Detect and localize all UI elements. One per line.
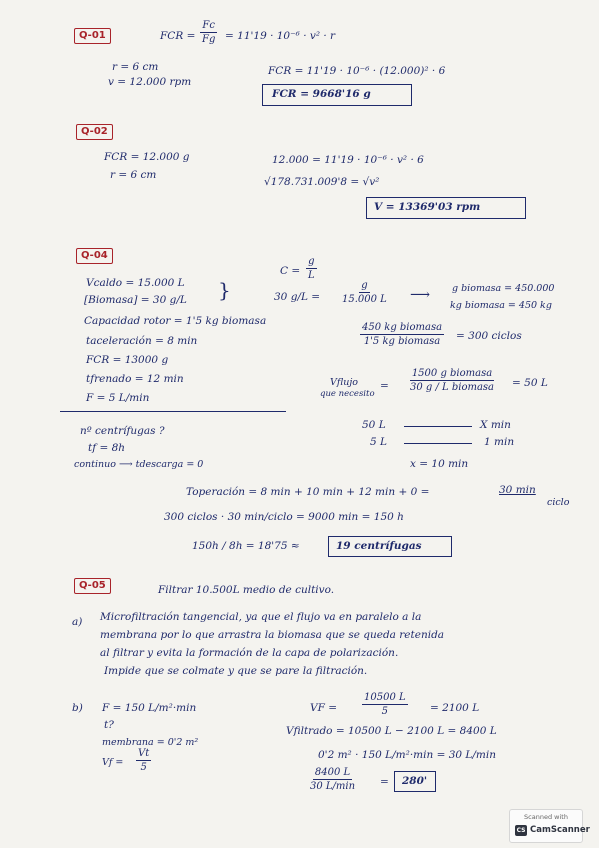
q02-root: √178.731.009'8 = √v² [264, 176, 380, 188]
q05-vf-lhs: VF = [310, 702, 338, 714]
q04-rule-x: x = 10 min [410, 458, 469, 470]
q04-vcaldo: Vcaldo = 15.000 L [86, 277, 185, 289]
q04-rule2-line [404, 443, 472, 444]
q05-b-label: b) [72, 702, 83, 714]
q04-conc-lhs: 30 g/L = [274, 291, 321, 303]
q02-label: Q-02 [76, 124, 113, 140]
q01-result: FCR = 9668'16 g [272, 88, 371, 100]
q04-label: Q-04 [76, 248, 113, 264]
q05-vf-den: 5 [381, 706, 388, 717]
q04-rule2-a: 5 L [370, 436, 387, 448]
q05-time-res: 280' [402, 775, 428, 787]
q05-vf-res: = 2100 L [430, 702, 480, 714]
q05-b-t: t? [104, 719, 114, 731]
q04-rule1-a: 50 L [362, 419, 386, 431]
q04-toperacion: Toperación = 8 min + 10 min + 12 min + 0 = [186, 486, 430, 498]
q04-c-den: L [308, 270, 315, 281]
q04-tf: tf = 8h [88, 442, 126, 454]
q05-time-eq: = [380, 776, 389, 788]
q04-rule1-line [404, 426, 472, 427]
camscanner-logo-icon: CS [516, 827, 526, 834]
q05-b-vf-fraction [136, 748, 151, 773]
q05-intro: Filtrar 10.500L medio de cultivo. [158, 584, 335, 596]
q04-biomasa: [Biomasa] = 30 g/L [84, 294, 187, 306]
q04-ciclos-total: 300 ciclos · 30 min/ciclo = 9000 min = 150 h [164, 511, 404, 523]
q01-formula-lhs: FCR = [160, 30, 196, 42]
q01-calc: FCR = 11'19 · 10⁻⁶ · (12.000)² · 6 [268, 65, 446, 77]
q05-time-fraction [308, 767, 357, 792]
q01-frac-den: Fg [202, 34, 216, 45]
camscanner-badge [509, 809, 590, 843]
q04-ciclos-num: 450 kg biomasa [362, 322, 443, 333]
q04-vflujo-num: 1500 g biomasa [411, 368, 493, 379]
q04-vflujo-den: 30 g / L biomasa [410, 382, 495, 393]
q04-conc-den: 15.000 L [342, 294, 387, 305]
q04-c-fraction [306, 256, 317, 281]
q04-divider [60, 411, 286, 412]
q05-label: Q-05 [74, 578, 111, 594]
q05-a-line1: Microfiltración tangencial, ya que el flujo va en paralelo a la [100, 611, 422, 623]
q05-b-vf-den: 5 [140, 762, 147, 773]
q01-fcr-fraction [200, 20, 217, 45]
q04-biomasa-kg: kg biomasa = 450 kg [450, 300, 552, 311]
q05-b-membrana: membrana = 0'2 m² [102, 737, 199, 748]
q04-vflujo-fraction [408, 368, 496, 393]
q05-flow: 0'2 m² · 150 L/m²·min = 30 L/min [318, 749, 496, 761]
q04-brace: } [218, 278, 231, 302]
q04-top-result: 30 min [499, 484, 536, 496]
q04-centrifugas-q: nº centrífugas ? [80, 425, 165, 437]
q02-fcr: FCR = 12.000 g [104, 151, 190, 163]
q04-rule1-b: X min [480, 419, 511, 431]
q01-label: Q-01 [74, 28, 111, 44]
q04-rule2-b: 1 min [484, 436, 515, 448]
q02-eq: 12.000 = 11'19 · 10⁻⁶ · v² · 6 [272, 154, 424, 166]
q05-vf-num: 10500 L [364, 692, 406, 703]
q01-v: v = 12.000 rpm [108, 76, 192, 88]
q04-final-eq: 150h / 8h = 18'75 ≈ [192, 540, 300, 552]
q04-conc-fraction [340, 280, 389, 305]
q05-time-den: 30 L/min [310, 781, 356, 792]
q02-result: V = 13369'03 rpm [374, 201, 481, 213]
q04-vflujo-eq: = [380, 380, 389, 392]
q01-formula-rhs: = 11'19 · 10⁻⁶ · v² · r [225, 30, 336, 42]
q04-f: F = 5 L/min [86, 392, 150, 404]
q04-tfrenado: tfrenado = 12 min [86, 373, 184, 385]
q05-b-vf-num: Vt [138, 748, 150, 759]
q04-capacidad: Capacidad rotor = 1'5 kg biomasa [84, 315, 267, 327]
q04-top-ciclo: ciclo [547, 497, 570, 508]
q04-ciclos-den: 1'5 kg biomasa [363, 336, 441, 347]
q04-arrow: ⟶ [410, 287, 431, 303]
q04-vflujo-lbl1: Vflujo [330, 377, 358, 388]
q05-a-line4: Impide que se colmate y que se pare la filtración. [104, 665, 368, 677]
q05-a-label: a) [72, 616, 83, 628]
q01-r: r = 6 cm [112, 61, 159, 73]
q04-vflujo-lbl2: que necesito [320, 389, 375, 399]
q05-vfiltrado: Vfiltrado = 10500 L − 2100 L = 8400 L [286, 725, 497, 737]
q05-b-vf-lhs: Vf = [102, 757, 124, 768]
q04-conc-num: g [361, 280, 368, 291]
q04-continuo: continuo ⟶ tdescarga = 0 [74, 459, 204, 470]
q04-c-lhs: C = [280, 265, 301, 277]
q04-taceleracion: taceleración = 8 min [86, 335, 198, 347]
q05-b-f: F = 150 L/m²·min [102, 702, 197, 714]
q04-final-res: 19 centrífugas [336, 540, 422, 552]
badge-top-text: Scanned with [524, 813, 568, 821]
q04-c-num: g [308, 256, 315, 267]
q01-frac-num: Fc [202, 20, 215, 31]
q05-a-line2: membrana por lo que arrastra la biomasa que se queda retenida [100, 629, 445, 641]
q05-a-line3: al filtrar y evita la formación de la capa de polarización. [100, 647, 399, 659]
q04-fcr: FCR = 13000 g [86, 354, 169, 366]
q04-vflujo-res: = 50 L [512, 377, 548, 389]
q04-ciclos-res: = 300 ciclos [456, 330, 522, 342]
q04-ciclos-fraction [360, 322, 444, 347]
q02-r: r = 6 cm [110, 169, 157, 181]
badge-name: CamScanner [530, 825, 590, 835]
q05-time-num: 8400 L [314, 767, 351, 778]
q05-vf-fraction [362, 692, 408, 717]
q04-biomasa-g: g biomasa = 450.000 [452, 283, 555, 294]
